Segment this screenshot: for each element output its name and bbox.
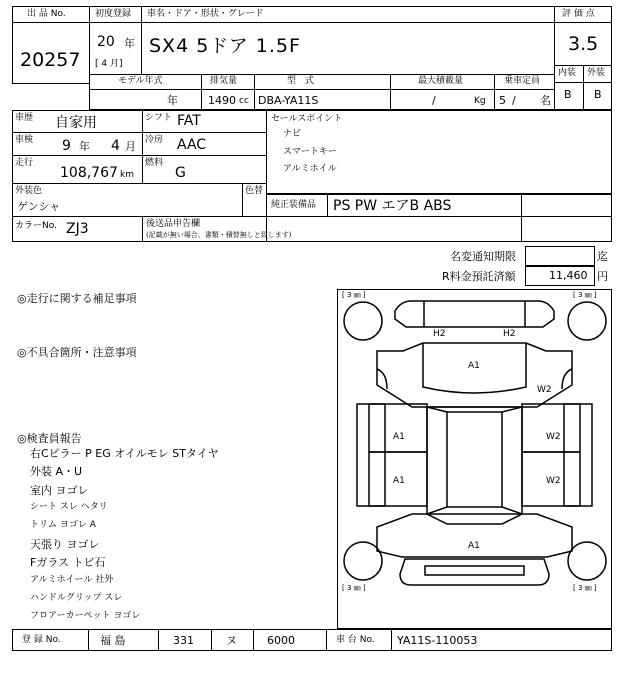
fuel-label: 燃料 (145, 158, 164, 168)
sales-point-item: ナビ (283, 129, 302, 139)
inspector-line: フロアーカーペット ヨゴレ (30, 611, 141, 621)
tire-tread-front-right: [ 3 ㎜ ] (573, 291, 597, 299)
displacement: 1490 (208, 94, 236, 107)
car-name-label: 車名・ドア・形状・グレード (147, 9, 264, 19)
tire-rear-right (568, 542, 606, 580)
inspector-line: 天張り ヨゴレ (30, 538, 100, 551)
tire-front-left (344, 302, 382, 340)
lot-no-label: 出 品 No. (27, 9, 66, 19)
inspector-line: 右Cピラー P EG オイルモレ STタイヤ (30, 447, 219, 460)
tire-tread-rear-left: [ 3 ㎜ ] (342, 584, 366, 592)
color-value: ゲンシャ (17, 200, 61, 213)
mark-roof-right: H2 (503, 329, 516, 339)
mark-door-front-right: W2 (546, 432, 561, 442)
registration-label: 登 録 No. (22, 635, 61, 645)
left-side (357, 404, 385, 506)
usage-label: 車歴 (15, 113, 34, 123)
reg-label: 初度登録 (95, 9, 132, 19)
fuel-value: G (175, 165, 186, 181)
front-body (377, 343, 572, 407)
sales-point-item: アルミホイル (283, 164, 337, 174)
usage-value: 自家用 (55, 115, 97, 131)
capacity-label: 乗車定員 (504, 76, 541, 86)
inspection-month-unit: 月 (125, 140, 136, 153)
capacity-slash: / (512, 94, 516, 107)
doc-label: 後送品申告欄 (146, 219, 201, 229)
model-year-label: モデル年式 (118, 76, 163, 86)
notice-value-box (525, 246, 595, 266)
ac-value: AAC (177, 137, 207, 153)
shift-value: FAT (177, 113, 201, 129)
inspection-label: 車検 (15, 135, 34, 145)
inspector-line: 外装 A・U (30, 465, 83, 478)
mark-door-rear-right: W2 (546, 476, 561, 486)
registration-number: 6000 (267, 634, 295, 647)
chassis-number: YA11S-110053 (397, 634, 478, 647)
recycle-unit: 円 (597, 270, 608, 283)
type-value: DBA-YA11S (258, 94, 319, 107)
inspector-line: シート スレ ヘタリ (30, 502, 108, 512)
inspection-month: 4 (111, 138, 120, 154)
equipment-value: PS PW エアB ABS (333, 198, 452, 214)
inspection-year-unit: 年 (79, 140, 90, 153)
mark-roof-left: H2 (433, 329, 446, 339)
mileage-unit: km (120, 170, 134, 180)
interior-label: 内装 (558, 68, 577, 78)
sales-points-label: セールスポイント (271, 114, 343, 124)
ac-label: 冷房 (145, 135, 164, 145)
reg-year: 20 (97, 34, 115, 50)
inspection-year: 9 (62, 138, 71, 154)
defect-notes-label: ◎不具合箇所・注意事項 (17, 346, 137, 359)
exterior-label: 外装 (587, 68, 606, 78)
shift-label: シフト (145, 113, 173, 123)
registration-kana: ヌ (226, 634, 237, 647)
capacity-unit: 名 (540, 94, 551, 107)
max-load-label: 最大積載量 (418, 76, 464, 86)
front-bumper (395, 301, 554, 327)
interior-grade: B (564, 88, 572, 101)
grade-value: 3.5 (568, 33, 599, 55)
color-no-value: ZJ3 (66, 221, 89, 237)
model-year-unit: 年 (167, 94, 178, 107)
inspector-line: 室内 ヨゴレ (30, 484, 89, 497)
type-label: 型 式 (287, 76, 317, 86)
tire-tread-front-left: [ 3 ㎜ ] (342, 291, 366, 299)
registration-class: 331 (173, 634, 194, 647)
sales-point-item: スマートキー (283, 147, 337, 157)
mileage-value: 108,767 (60, 165, 118, 181)
tire-front-right (568, 302, 606, 340)
inspector-line: トリム ヨゴレ A (30, 520, 96, 530)
mark-rear: A1 (468, 541, 480, 551)
mark-door-rear-left: A1 (393, 476, 405, 486)
displacement-unit: cc (239, 96, 249, 106)
inspector-label: ◎検査員報告 (17, 432, 82, 445)
grade-label: 評 価 点 (562, 9, 595, 19)
equipment-label: 純正装備品 (271, 200, 317, 210)
mark-front-right: W2 (537, 385, 552, 395)
inspector-line: ハンドルグリップ スレ (30, 593, 123, 603)
max-load-unit: Kg (474, 96, 486, 106)
lot-no: 20257 (20, 49, 81, 71)
recycle-value: 11,460 (549, 269, 588, 282)
inspector-line: Fガラス トビ石 (30, 556, 106, 569)
recycle-label: R料金預託済額 (442, 270, 516, 283)
color-no-label: カラーNo. (15, 221, 57, 231)
tire-tread-rear-right: [ 3 ㎜ ] (573, 584, 597, 592)
registration-region: 福 島 (100, 634, 126, 647)
chassis-label: 車 台 No. (336, 635, 375, 645)
door-front-left (369, 404, 427, 452)
notice-unit: 迄 (597, 250, 608, 263)
max-load-slash: / (432, 94, 436, 107)
displacement-label: 排気量 (210, 76, 238, 86)
doc-note: (記載が無い場合、書類・積替無しと致します) (146, 231, 292, 239)
door-front-right (522, 404, 580, 452)
license-plate (425, 566, 524, 575)
mileage-label: 走行 (15, 158, 34, 168)
notice-label: 名変通知期限 (450, 250, 516, 263)
color-label: 外装色 (15, 186, 43, 196)
car-name: SX4 5ドア 1.5F (149, 35, 301, 57)
repaint-label: 色替 (245, 186, 264, 196)
reg-year-unit: 年 (124, 37, 135, 50)
capacity: 5 (499, 94, 506, 107)
mark-door-front-left: A1 (393, 432, 405, 442)
drive-notes-label: ◎走行に関する補足事項 (17, 292, 137, 305)
rear-bumper (400, 559, 549, 585)
inspector-line: アルミホイール 社外 (30, 575, 114, 585)
car-diagram-svg (337, 289, 612, 629)
reg-month: [ 4 月] (95, 59, 123, 69)
mark-hood: A1 (468, 361, 480, 371)
right-side (564, 404, 592, 506)
exterior-grade: B (594, 88, 602, 101)
